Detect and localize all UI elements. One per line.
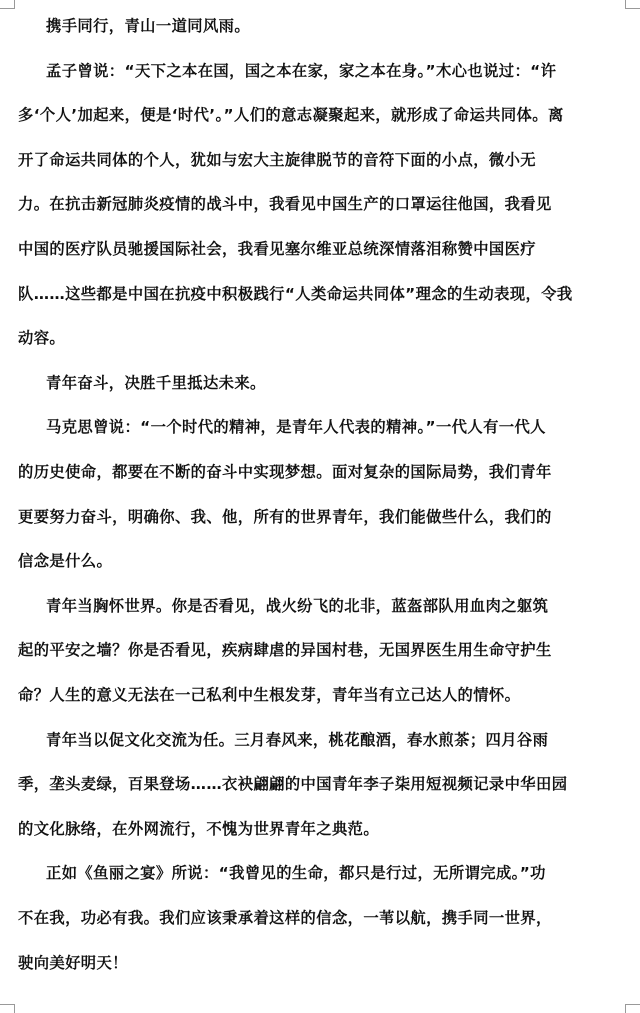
text-line: 正如《鱼丽之宴》所说：“我曾见的生命，都只是行过，无所谓完成。”功 — [46, 864, 546, 883]
text-line: 青年当以促文化交流为任。三月春风来，桃花酿酒，春水煎茶；四月谷雨 — [46, 730, 549, 749]
text-line: 不在我，功必有我。我们应该秉承着这样的信念，一苇以航，携手同一世界， — [18, 909, 552, 927]
text-line: 命？人生的意义无法在一己私利中生根发芽，青年当有立己达人的情怀。 — [18, 686, 521, 704]
text-line: 的文化脉络，在外网流行，不愧为世界青年之典范。 — [18, 819, 380, 838]
text-line: 中国的医疗队员驰援国际社会，我看见塞尔维亚总统深情落泪称赞中国医疗 — [18, 240, 536, 258]
crop-mark-top-left — [0, 0, 15, 9]
text-line: 驶向美好明天！ — [18, 953, 128, 972]
crop-mark-bottom-right — [625, 1004, 640, 1013]
text-line: 动容。 — [18, 329, 66, 348]
crop-mark-bottom-left — [0, 1004, 15, 1013]
text-line: 孟子曾说：“天下之本在国，国之本在家，家之本在身。”木心也说过：“许 — [46, 61, 557, 80]
text-line: 季，垄头麦绿，百果登场……衣袂翩翩的中国青年李子柒用短视频记录中华田园 — [18, 775, 568, 794]
text-line: 力。在抗击新冠肺炎疫情的战斗中，我看见中国生产的口罩运往他国，我看见 — [18, 195, 552, 214]
text-line: 起的平安之墙？你是否看见，疾病肆虐的异国村巷，无国界医生用生命守护生 — [18, 641, 552, 660]
text-line: 开了命运共同体的个人，犹如与宏大主旋律脱节的音符下面的小点，微小无 — [18, 150, 536, 169]
text-line: 多‘个人’加起来，便是‘时代’。”人们的意志凝聚起来，就形成了命运共同体。离 — [18, 106, 564, 125]
text-line: 更要努力奋斗，明确你、我、他，所有的世界青年，我们能做些什么，我们的 — [18, 507, 552, 526]
text-line: 携手同行，青山一道同风雨。 — [46, 17, 251, 35]
crop-mark-top-right — [625, 0, 640, 9]
text-line: 信念是什么。 — [18, 552, 113, 571]
text-line: 青年奋斗，决胜千里抵达未来。 — [46, 373, 266, 392]
text-line: 青年当胸怀世界。你是否看见，战火纷飞的北非，蓝盔部队用血肉之躯筑 — [46, 596, 549, 615]
text-line: 马克思曾说：“一个时代的精神，是青年人代表的精神。”一代人有一代人 — [46, 418, 546, 437]
text-line: 队……这些都是中国在抗疫中积极践行“人类命运共同体”理念的生动表现，令我 — [18, 284, 573, 303]
text-line: 的历史使命，都要在不断的奋斗中实现梦想。面对复杂的国际局势，我们青年 — [18, 463, 552, 481]
